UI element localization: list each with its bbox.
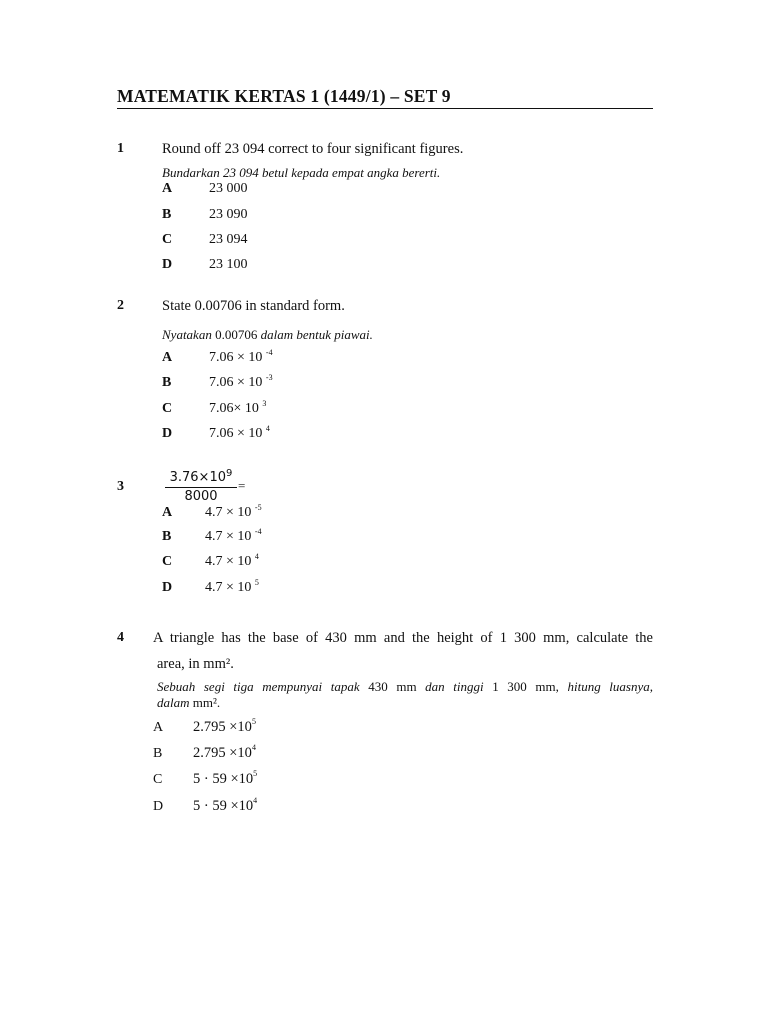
q3-option-c-value: 4.7 × 10 $^4$: [205, 552, 259, 569]
question-number-3: 3: [117, 479, 124, 494]
question-4-malay-line-1: Sebuah segi tiga mempunyai tapak 430 mm dan tinggi 1 300 mm, hitung luasnya,: [157, 679, 653, 694]
q3-option-a-exponent: -5: [254, 503, 262, 512]
q1-option-a-letter: A: [162, 181, 173, 196]
q2-option-b-value: 7.06 × 10 $^{-3}$: [209, 373, 273, 390]
q2-option-d-letter: D: [162, 426, 173, 441]
q1-option-b-letter: B: [162, 207, 172, 222]
question-1-malay: Bundarkan 23 094 betul kepada empat angka bererti.: [162, 165, 441, 180]
q2-option-b-exponent: -3: [265, 373, 273, 382]
question-4-malay-line-2: dalam mm².: [157, 695, 221, 710]
question-1-stem: Round off 23 094 correct to four significant figures.: [162, 141, 464, 157]
q4-option-b-exponent: 4: [251, 743, 256, 752]
q3-option-b-value: 4.7 × 10 $^{-4}$: [205, 527, 262, 544]
q2-option-a-exponent: -4: [265, 348, 273, 357]
q1-option-a-value: 23 000: [209, 181, 248, 196]
q3-option-c-exponent: 4: [254, 552, 259, 561]
q4-option-b-value: $2.795 \times 10^4$: [193, 743, 256, 761]
question-number-1: 1: [117, 141, 124, 156]
q2-option-c-value: 7.06× 10 $^3$: [209, 399, 267, 416]
q2-malay-number: 0.00706: [211, 327, 261, 342]
question-4-stem-line-1: A triangle has the base of 430 mm and the height of 1 300 mm, calculate the: [153, 630, 653, 646]
q2-option-c-letter: C: [162, 401, 173, 416]
q3-option-d-exponent: 5: [254, 578, 259, 587]
q1-option-d-letter: D: [162, 257, 173, 272]
q3-option-a-letter: A: [162, 505, 173, 520]
q3-option-d-value: 4.7 × 10 $^5$: [205, 578, 259, 595]
q3-option-b-exponent: -4: [254, 527, 262, 536]
question-number-4: 4: [117, 630, 124, 645]
q4-option-c-letter: C: [153, 772, 163, 787]
q4-option-d-value: $5 \cdot 59 \times 10^4$: [193, 796, 258, 814]
q4-option-c-exponent: 5: [253, 769, 258, 778]
q1-option-b-value: 23 090: [209, 207, 248, 222]
q3-option-c-letter: C: [162, 554, 173, 569]
q3-option-d-letter: D: [162, 580, 173, 595]
title-underline: [117, 108, 653, 109]
q2-malay-post: dalam bentuk piawai.: [260, 327, 373, 342]
q4-option-a-value: $2.795 \times 10^5$: [193, 717, 256, 735]
q2-option-c-exponent: 3: [262, 399, 267, 408]
q2-option-a-letter: A: [162, 350, 173, 365]
q2-option-d-value: 7.06 × 10 $^4$: [209, 424, 270, 441]
q4-option-b-letter: B: [153, 746, 163, 761]
question-2-malay: [162, 327, 373, 343]
q4-option-a-letter: A: [153, 720, 164, 735]
q4-option-c-value: $5 \cdot 59 \times 10^5$: [193, 769, 258, 787]
q3-fraction-bar: [165, 487, 237, 488]
q4-option-a-exponent: 5: [251, 717, 256, 726]
question-number-2: 2: [117, 298, 124, 313]
q2-option-a-value: 7.06 × 10 $^{-4}$: [209, 348, 273, 365]
q1-option-c-letter: C: [162, 232, 173, 247]
q3-option-a-value: 4.7 × 10 $^{-5}$: [205, 503, 262, 520]
q4-option-d-letter: D: [153, 799, 164, 814]
q2-option-d-exponent: 4: [265, 424, 270, 433]
q3-numerator-exponent: 9: [226, 468, 233, 479]
question-2-stem: State 0.00706 in standard form.: [162, 298, 345, 314]
question-4-stem-line-2: area, in mm².: [157, 656, 234, 672]
page-title: MATEMATIK KERTAS 1 (1449/1) – SET 9: [117, 86, 451, 106]
q3-equals-sign: =: [238, 478, 246, 493]
q2-malay-pre: Nyatakan: [162, 327, 212, 342]
q1-option-c-value: 23 094: [209, 232, 248, 247]
q3-denominator: 8000: [184, 489, 218, 504]
q2-option-b-letter: B: [162, 375, 172, 390]
q3-option-b-letter: B: [162, 529, 172, 544]
q3-numerator: $3.76\times 10^9$: [169, 468, 233, 485]
q4-option-d-exponent: 4: [253, 796, 258, 805]
q3-fraction: [165, 470, 237, 504]
q1-option-d-value: 23 100: [209, 257, 248, 272]
